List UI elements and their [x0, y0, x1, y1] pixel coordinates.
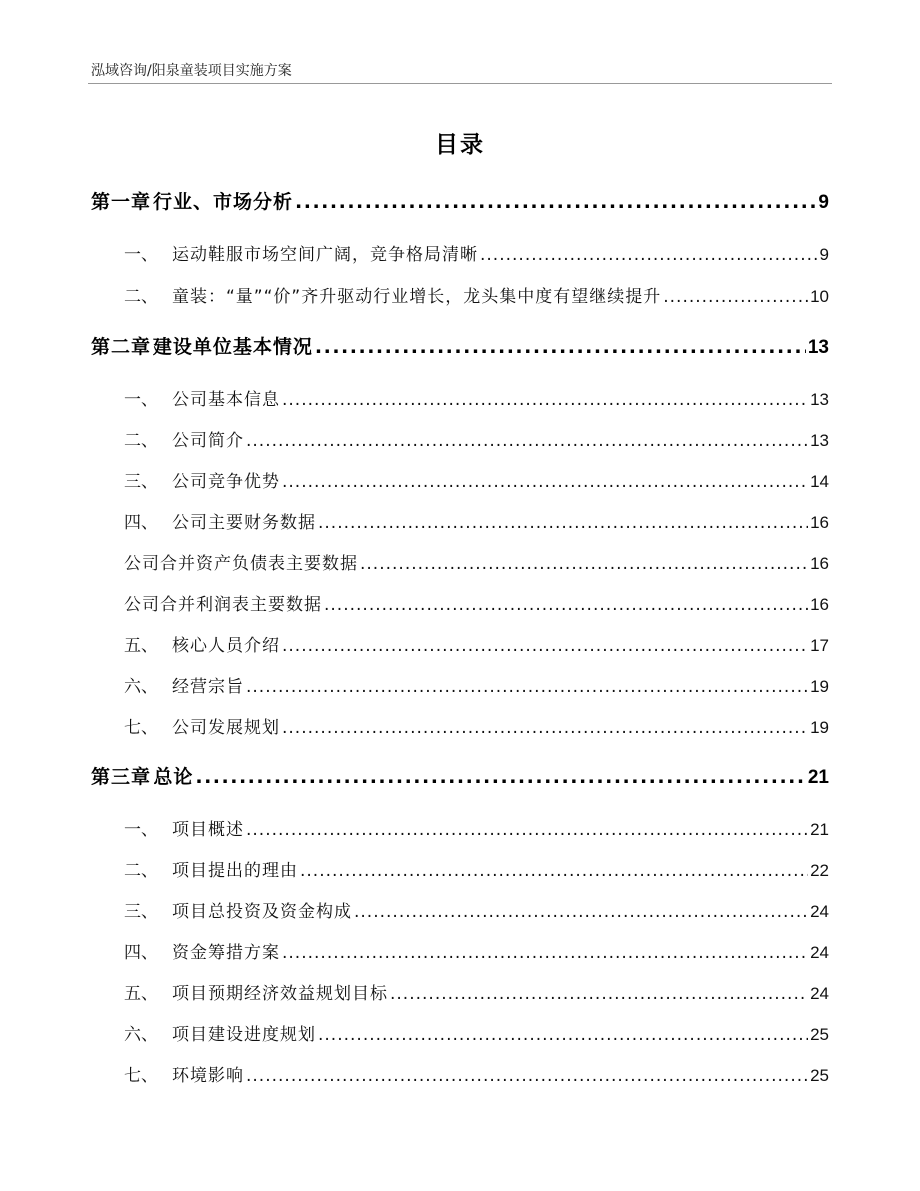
toc-entry[interactable] [124, 282, 829, 307]
toc-leader-dots [246, 820, 808, 840]
toc-page-number: 24 [810, 943, 829, 962]
toc-entry[interactable] [124, 1061, 829, 1086]
toc-entry[interactable] [124, 1020, 829, 1045]
toc-entry-number: 七、 [124, 1066, 158, 1086]
toc-entry-title: 环境影响 [172, 1066, 244, 1086]
toc-entry[interactable] [124, 590, 829, 615]
toc-page-number: 10 [810, 287, 829, 306]
toc-entry-title: 公司基本信息 [172, 390, 280, 410]
toc-entry[interactable] [124, 385, 829, 410]
toc-page-number: 19 [810, 677, 829, 696]
toc-entry-title: 公司主要财务数据 [172, 513, 316, 533]
toc-page-number: 16 [810, 595, 829, 614]
toc-entry[interactable] [124, 672, 829, 697]
toc-chapter-1[interactable] [91, 187, 829, 214]
toc-leader-dots [246, 1066, 808, 1086]
toc-page-number: 25 [810, 1025, 829, 1044]
toc-page-number: 14 [810, 472, 829, 491]
toc-entry[interactable] [124, 938, 829, 963]
toc-entry-title: 运动鞋服市场空间广阔，竞争格局清晰 [172, 245, 478, 265]
toc-page-number: 24 [810, 902, 829, 921]
toc-leader-dots [282, 636, 808, 656]
toc-chapter-title: 行业、市场分析 [153, 191, 294, 213]
toc-entry-number: 一、 [124, 245, 158, 265]
toc-leader-dots [195, 766, 806, 788]
toc-entry[interactable] [124, 240, 829, 265]
toc-entry[interactable] [124, 426, 829, 451]
toc-chapter-3[interactable] [91, 762, 829, 789]
toc-page-number: 19 [810, 718, 829, 737]
toc-leader-dots [315, 336, 806, 358]
toc-entry-title: 童装：“量”“价”齐升驱动行业增长，龙头集中度有望继续提升 [172, 287, 662, 307]
toc-leader-dots [318, 1025, 808, 1045]
toc-leader-dots [246, 431, 808, 451]
toc-leader-dots [300, 861, 808, 881]
toc-entry-title: 资金筹措方案 [172, 943, 280, 963]
toc-chapter-title: 建设单位基本情况 [152, 336, 313, 358]
toc-entry-title: 公司合并资产负债表主要数据 [124, 554, 358, 574]
toc-leader-dots [360, 554, 808, 574]
toc-page-number: 21 [807, 767, 829, 788]
toc-leader-dots [282, 472, 808, 492]
page-title: 目录 [435, 132, 485, 158]
running-header: 泓域咨询/阳泉童装项目实施方案 [91, 63, 292, 79]
toc-leader-dots [354, 902, 808, 922]
toc-entry-number: 六、 [124, 677, 158, 697]
toc-entry-number: 七、 [124, 718, 158, 738]
toc-page-number: 21 [810, 820, 829, 839]
toc-entry-number: 二、 [124, 431, 158, 451]
toc-chapter-number: 第二章 [91, 336, 152, 358]
toc-entry-number: 四、 [124, 943, 158, 963]
toc-entry-title: 经营宗旨 [172, 677, 244, 697]
toc-page-number: 24 [810, 984, 829, 1003]
toc-page-number: 16 [810, 513, 829, 532]
toc-chapter-title: 总论 [153, 766, 194, 788]
toc-page-number: 13 [807, 337, 829, 358]
toc-chapter-number: 第一章 [91, 191, 152, 213]
toc-leader-dots [318, 513, 808, 533]
toc-chapter-number: 第三章 [91, 766, 152, 788]
toc-entry-title: 项目总投资及资金构成 [172, 902, 352, 922]
toc-leader-dots [324, 595, 808, 615]
toc-entry-title: 项目预期经济效益规划目标 [172, 984, 388, 1004]
toc-entry[interactable] [124, 713, 829, 738]
toc-entry[interactable] [124, 897, 829, 922]
toc-entry-number: 四、 [124, 513, 158, 533]
toc-entry[interactable] [124, 815, 829, 840]
toc-entry-number: 五、 [124, 636, 158, 656]
toc-entry[interactable] [124, 508, 829, 533]
toc-entry-number: 一、 [124, 390, 158, 410]
toc-entry[interactable] [124, 979, 829, 1004]
toc-leader-dots [480, 245, 818, 265]
toc-entry-number: 六、 [124, 1025, 158, 1045]
toc-page-number: 16 [810, 554, 829, 573]
toc-entry-title: 项目提出的理由 [172, 861, 298, 881]
toc-entry-number: 二、 [124, 861, 158, 881]
toc-entry-number: 五、 [124, 984, 158, 1004]
toc-page-number: 13 [810, 431, 829, 450]
toc-entry[interactable] [124, 631, 829, 656]
toc-entry-number: 三、 [124, 902, 158, 922]
toc-entry-number: 一、 [124, 820, 158, 840]
toc-entry-title: 公司竞争优势 [172, 472, 280, 492]
toc-entry[interactable] [124, 549, 829, 574]
toc-entry-number: 三、 [124, 472, 158, 492]
toc-entry-title: 核心人员介绍 [172, 636, 280, 656]
toc-entry-number: 二、 [124, 287, 158, 307]
toc-leader-dots [663, 287, 808, 307]
toc-entry[interactable] [124, 467, 829, 492]
toc-entry-title: 公司合并利润表主要数据 [124, 595, 322, 615]
toc-leader-dots [282, 718, 808, 738]
toc-entry-title: 公司发展规划 [172, 718, 280, 738]
toc-entry-title: 项目概述 [172, 820, 244, 840]
toc-page-number: 13 [810, 390, 829, 409]
toc-leader-dots [246, 677, 808, 697]
toc-entry-title: 项目建设进度规划 [172, 1025, 316, 1045]
toc-page-number: 22 [810, 861, 829, 880]
toc-entry[interactable] [124, 856, 829, 881]
toc-chapter-2[interactable] [91, 332, 829, 359]
toc-page-number: 9 [818, 192, 829, 213]
toc-leader-dots [282, 390, 808, 410]
toc-leader-dots [295, 191, 816, 213]
toc-page-number: 17 [810, 636, 829, 655]
toc-page-number: 25 [810, 1066, 829, 1085]
toc-page-number: 9 [819, 245, 829, 264]
toc-leader-dots [282, 943, 808, 963]
toc-entry-title: 公司简介 [172, 431, 244, 451]
toc-leader-dots [390, 984, 808, 1004]
